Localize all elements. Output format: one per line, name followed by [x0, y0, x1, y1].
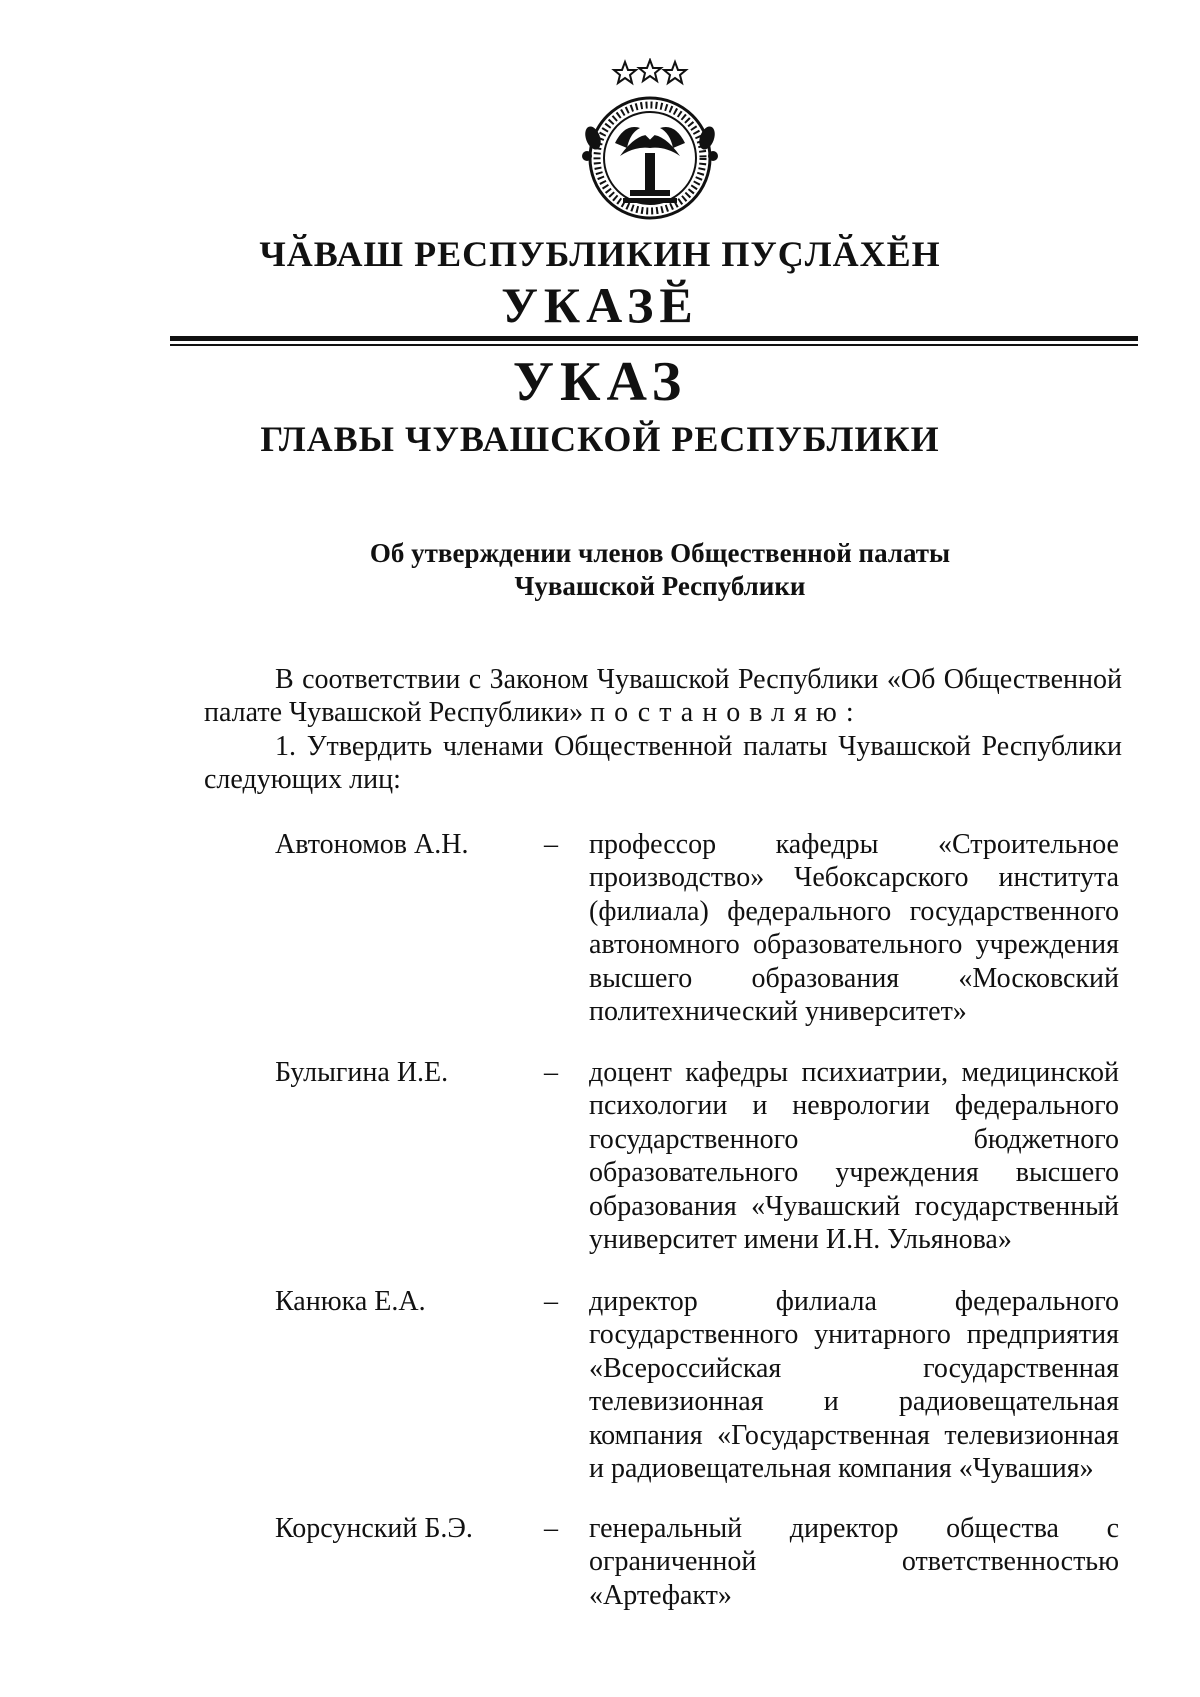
- member-description: доцент кафедры психиатрии, медицинской психологии и неврологии федерального государственного бюджетного образовательного учреждения высшего образования «Чувашский государственный университет имени И.Н. Ульянова»: [589, 1057, 1119, 1256]
- member-description: профессор кафедры «Строительное производство» Чебоксарского института (филиала) федерального государственного автономного образовательного учреждения высшего образования «Московский политехнический университет»: [589, 829, 1119, 1028]
- clause-1-paragraph: 1. Утвердить членами Общественной палаты Чувашской Республики следующих лиц:: [204, 731, 1122, 796]
- preamble-text: В соответствии с Законом Чувашской Республики «Об Общественной палате Чувашской Республики»: [204, 664, 1122, 729]
- member-name: Канюка Е.А.: [275, 1286, 426, 1317]
- chuvash-decree-title: УКАЗӖ: [501, 277, 699, 333]
- subject-line-2: Чувашской Республики: [514, 571, 806, 601]
- member-description: директор филиала федерального государственного унитарного предприятия «Всероссийская государственная телевизионная и радиовещательная компания «Государственная телевизионная и радиовещательная компания «Чувашия»: [589, 1286, 1119, 1485]
- member-dash: –: [544, 1286, 558, 1317]
- member-dash: –: [544, 1057, 558, 1088]
- header-divider-thin: [170, 344, 1138, 346]
- resolve-word: постановляю:: [590, 697, 863, 729]
- member-name: Корсунский Б.Э.: [275, 1513, 473, 1544]
- header-divider-thick: [170, 336, 1138, 341]
- coat-of-arms-icon: [575, 58, 725, 228]
- russian-decree-title: УКАЗ: [512, 351, 688, 413]
- member-dash: –: [544, 1513, 558, 1544]
- chuvash-title: ЧӐВАШ РЕСПУБЛИКИН ПУҪЛӐХӖН: [259, 234, 941, 274]
- decree-subject: [0, 537, 1200, 603]
- member-description: генеральный директор общества с ограниченной ответственностью «Артефакт»: [589, 1513, 1119, 1611]
- member-dash: –: [544, 829, 558, 860]
- member-name: Автономов А.Н.: [275, 829, 469, 860]
- russian-title: ГЛАВЫ ЧУВАШСКОЙ РЕСПУБЛИКИ: [260, 419, 940, 459]
- subject-line-1: Об утверждении членов Общественной палаты: [369, 538, 951, 568]
- preamble-paragraph: [204, 663, 1122, 730]
- member-name: Булыгина И.Е.: [275, 1057, 449, 1088]
